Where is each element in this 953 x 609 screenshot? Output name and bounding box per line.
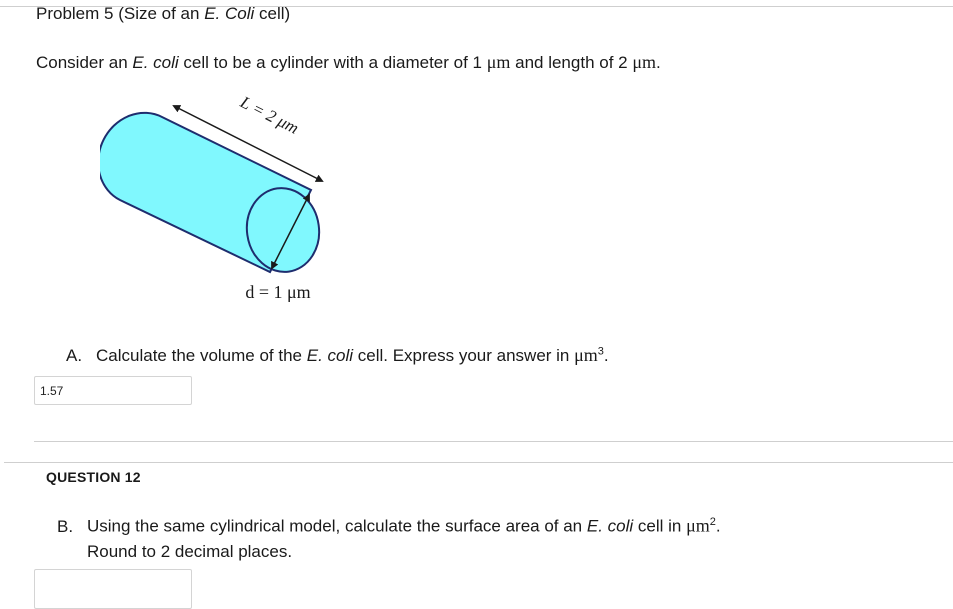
diameter-label: d = 1 μm bbox=[245, 282, 311, 302]
answer-input-b[interactable] bbox=[34, 569, 192, 609]
question-a: A. Calculate the volume of the E. coli cell. Express your answer in $\mu m^3$. bbox=[66, 345, 609, 365]
question-b: B. Using the same cylindrical model, calculate the surface area of an E. coli cell in $\mu m^2$. Round to 2 decimal places. bbox=[57, 515, 721, 561]
problem-intro: Consider an E. coli cell to be a cylinder with a diameter of 1 μm and length of 2 μm. bbox=[36, 52, 661, 72]
cylinder-figure bbox=[100, 85, 340, 310]
length-label: L = 2 μm bbox=[237, 92, 302, 138]
answer-input-a[interactable] bbox=[34, 376, 192, 405]
section-divider-1 bbox=[34, 441, 953, 442]
problem-title: Problem 5 (Size of an E. Coli cell) bbox=[36, 4, 291, 23]
section-divider-2 bbox=[4, 462, 953, 463]
question-12-label: QUESTION 12 bbox=[46, 469, 141, 485]
